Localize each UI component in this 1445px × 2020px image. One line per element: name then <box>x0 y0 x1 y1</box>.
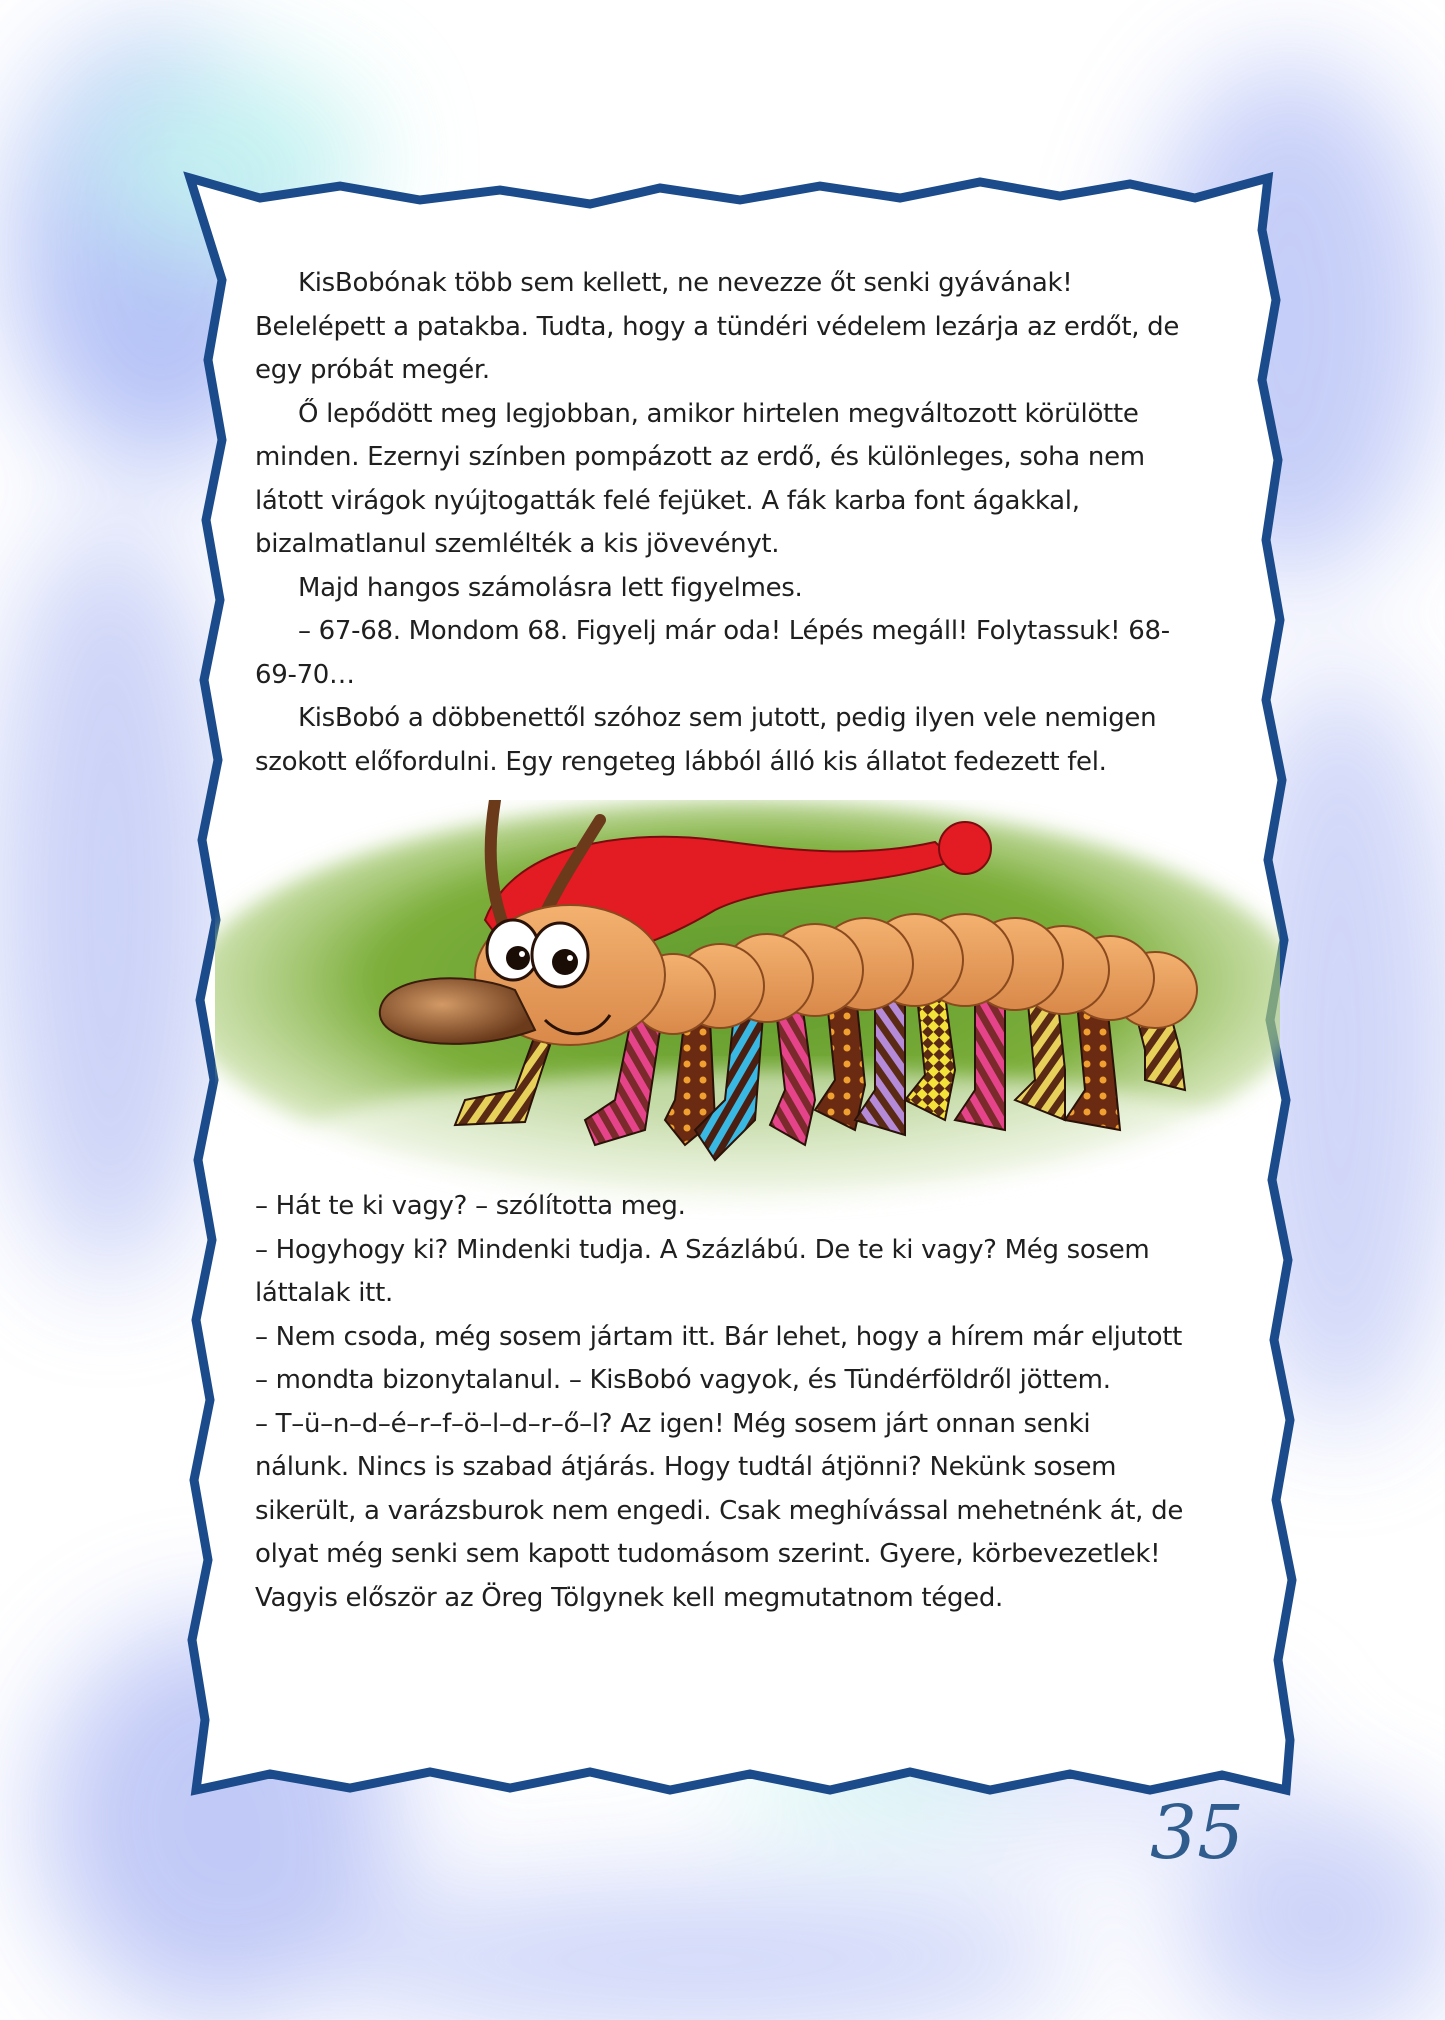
dialogue-line: – T–ü–n–d–é–r–f–ö–l–d–r–ő–l? Az igen! Még sosem járt onnan senki nálunk. Nincs is szabad átjárás. Hogy tudtál átjönni? Nekünk sosem sikerült, a varázsburok nem engedi. Csak meghívással mehetnénk át, de olyat még senki sem kapott tudomásom szerint. Gyere, körbevezetlek! Vagyis először az Öreg Tölgynek kell megmutatnom téged. <box>255 1408 1184 1613</box>
dialogue-line: – Hát te ki vagy? – szólította meg. <box>255 1191 686 1221</box>
story-text-top <box>255 262 1185 784</box>
dialogue-line: – Nem csoda, még sosem jártam itt. Bár lehet, hogy a hírem már eljutott – mondta bizonytalanul. – KisBobó vagyok, és Tündérföldről jöttem. <box>255 1321 1183 1395</box>
centipede-illustration <box>215 800 1280 1220</box>
dialogue-line: – Hogyhogy ki? Mindenki tudja. A Százlábú. De te ki vagy? Még sosem láttalak itt. <box>255 1234 1150 1308</box>
paragraph: KisBobónak több sem kellett, ne nevezze őt senki gyávának! Belelépett a patakba. Tudta, hogy a tündéri védelem lezárja az erdőt, de egy próbát megér. <box>255 268 1180 385</box>
paragraph: Majd hangos számolásra lett figyelmes. <box>298 572 803 603</box>
page-number: 35 <box>1150 1790 1245 1876</box>
paragraph: Ő lepődött meg legjobban, amikor hirtelen megváltozott körülötte minden. Ezernyi színben pompázott az erdő, és különleges, soha nem látott virágok nyújtogatták felé fejüket. A fák karba font ágakkal, bizalmatlanul szemlélték a kis jövevényt. <box>255 398 1145 559</box>
story-text-bottom <box>255 1185 1185 1620</box>
paragraph: – 67-68. Mondom 68. Figyelj már oda! Lépés megáll! Folytassuk! 68-69-70… <box>255 616 1170 690</box>
paragraph: KisBobó a döbbenettől szóhoz sem jutott, pedig ilyen vele nemigen szokott előfordulni. Egy rengeteg lábból álló kis állatot fedezett fel. <box>255 703 1157 777</box>
